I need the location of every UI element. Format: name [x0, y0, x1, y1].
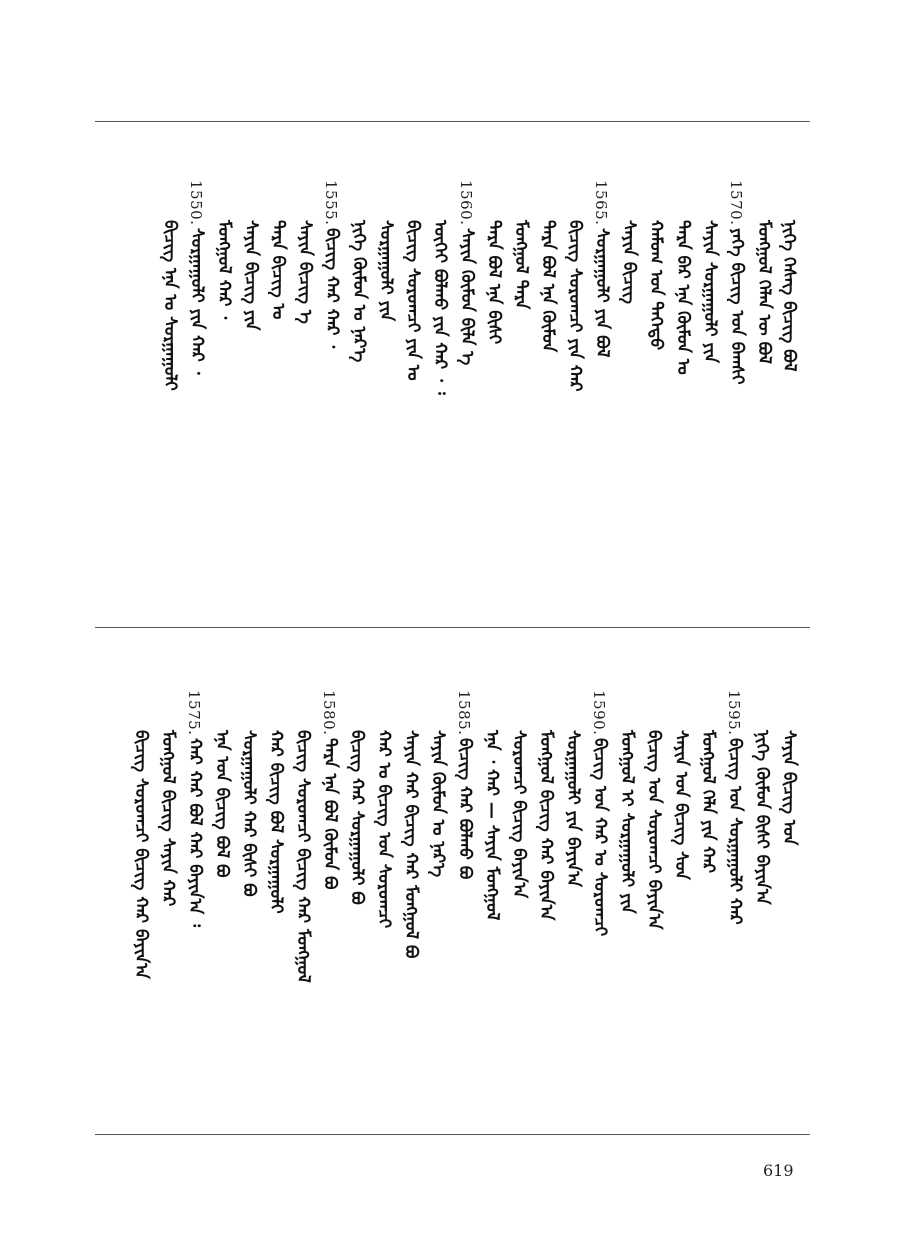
- verse-line: ᠦᠭᠡᠢ ᠪᠣᠯᠬᠤ ᠶᠢᠨ ᠬᠠᠷ ᠂ ᠄: [430, 220, 450, 395]
- verse-line: ᠰᠤᠷᠤᠭᠴᠢ ᠪᠢᠴᠢᠭ ᠪᠠᠶᠢᠨ᠎ᠠ: [509, 730, 529, 899]
- line-number: 1550.: [187, 180, 205, 226]
- verse-line: ᠪᠢᠴᠢᠭ ᠬᠠᠷ ᠪᠣᠯᠬᠤ ᠪᠣ: [455, 738, 475, 880]
- line-number: 1590.: [590, 690, 608, 736]
- verse-line: ᠲᠡᠷᠡ ᠪᠢᠴᠢᠭ ᠤ: [268, 220, 288, 320]
- line-number: 1575.: [185, 690, 203, 736]
- verse-line: ᠪᠢᠴᠢᠭ ᠬᠠᠷ ᠬᠠᠷ ᠂: [322, 228, 342, 349]
- verse-line: ᠰᠠᠶᠢᠨ ᠬᠦᠮᠦᠨ ᠪᠢᠯᠡ ᠡ: [457, 228, 477, 366]
- verse-line: ᠰᠤᠷᠭᠠᠭᠤᠯᠢ ᠶᠢᠨ ᠪᠠᠶᠢᠨ᠎ᠠ: [563, 730, 583, 888]
- verse-line: ᠬᠠᠷ ᠤ ᠪᠢᠴᠢᠭ ᠤᠨ ᠰᠤᠷᠤᠭᠴᠢ: [374, 730, 394, 929]
- line-number: 1585.: [455, 690, 473, 736]
- page-number: 619: [763, 1161, 794, 1180]
- verse-line: ᠲᠡᠷᠡ ᠡᠨᠡ ᠪᠣᠯ ᠬᠦᠮᠦᠨ ᠪᠣ: [320, 738, 340, 890]
- verse-line: ᠪᠢᠴᠢᠭ ᠰᠤᠷᠤᠭᠴᠢ ᠪᠢᠴᠢᠭ ᠬᠠᠷ ᠪᠠᠶᠢᠨ᠎ᠠ: [131, 730, 151, 979]
- verse-line: ᠮᠣᠩᠭᠣᠯ ᠬᠡᠯᠡᠨ ᠦ ᠪᠣᠯ: [754, 220, 774, 364]
- verse-line: ᠨᠢᠭᠡ ᠬᠦᠮᠦᠨ ᠤ ᠨᠡᠷ᠎ᠡ: [349, 220, 369, 363]
- line-number: 1560.: [457, 180, 475, 226]
- verse-line: ᠨᠢᠭᠡ ᠬᠡᠰᠡᠭ ᠪᠢᠴᠢᠭ ᠪᠣᠯ: [779, 220, 799, 372]
- verse-line: ᠡᠨᠡ ᠂ ᠬᠠᠷ — ᠰᠠᠶᠢᠨ ᠮᠣᠩᠭᠣᠯ: [482, 730, 502, 921]
- verse-line: ᠰᠠᠶᠢᠨ ᠪᠢᠴᠢᠭ ᠶᠢᠨ: [241, 220, 261, 331]
- verse-line: ᠡᠨᠡ ᠤᠨ ᠪᠢᠴᠢᠭ ᠪᠣᠯ ᠪᠣ: [212, 730, 232, 878]
- line-number: 1555.: [322, 180, 340, 226]
- verse-line: ᠮᠣᠩᠭᠣᠯ ᠪᠢᠴᠢᠭ ᠬᠠᠷ ᠪᠠᠶᠢᠨ᠎ᠠ: [536, 730, 556, 921]
- verse-line: ᠪᠢᠴᠢᠭ ᠤᠨ ᠬᠠᠷ ᠤ ᠰᠤᠷᠤᠭᠴᠢ: [590, 738, 610, 937]
- verse-line: ᠮᠣᠩᠭᠣᠯ ᠢ ᠰᠤᠷᠭᠠᠭᠤᠯᠢ ᠶᠢᠨ: [617, 730, 637, 914]
- line-number: 1570.: [727, 180, 745, 226]
- verse-line: ᠬᠠᠮᠤᠭ ᠤᠨ ᠳᠡᠭᠡᠳᠦ: [646, 220, 666, 351]
- verse-line: ᠬᠠᠷ ᠬᠠᠷ ᠪᠣᠯ ᠬᠠᠷ ᠪᠠᠶᠢᠨ᠎ᠠ ᠄: [185, 738, 205, 928]
- bottom-rule: [95, 1134, 810, 1135]
- verse-line: ᠰᠤᠷᠭᠠᠭᠤᠯᠢ ᠶᠢᠨ ᠪᠣᠯ: [592, 228, 612, 358]
- verse-line: ᠲᠡᠷᠡ ᠪᠣᠯ ᠡᠨᠡ ᠬᠦᠮᠦᠨ: [538, 220, 558, 353]
- verse-line: ᠲᠡᠷᠡ ᠪᠡᠷ ᠡᠨᠡ ᠬᠦᠮᠦᠨ ᠤ: [673, 220, 693, 375]
- bottom-text-panel: [95, 690, 810, 1130]
- verse-line: ᠪᠢᠴᠢᠭ ᠡᠨᠡ ᠤ ᠰᠤᠷᠭᠠᠭᠤᠯᠢ: [160, 220, 180, 391]
- line-number: 1595.: [725, 690, 743, 736]
- middle-rule: [95, 627, 810, 628]
- verse-line: ᠰᠠᠶᠢᠨ ᠪᠢᠴᠢᠭ ᠤᠨ: [779, 730, 799, 846]
- verse-line: ᠮᠣᠩᠭᠣᠯ ᠲᠡᠷᠡ: [511, 220, 531, 310]
- verse-line: ᠪᠢᠴᠢᠭ ᠰᠤᠷᠤᠭᠴᠢ ᠶᠢᠨ ᠤ: [403, 220, 423, 381]
- verse-line: ᠰᠠᠶᠢᠨ ᠬᠠᠷ ᠪᠢᠴᠢᠭ ᠬᠠᠷ ᠮᠣᠩᠭᠣᠯ ᠪᠣ: [401, 730, 421, 959]
- verse-line: ᠪᠢᠴᠢᠭ ᠤᠨ ᠰᠤᠷᠭᠠᠭᠤᠯᠢ ᠬᠠᠷ: [725, 738, 745, 925]
- verse-line: ᠪᠢᠴᠢᠭ ᠬᠠᠷ ᠰᠤᠷᠭᠠᠭᠤᠯᠢ ᠪᠣ: [347, 730, 367, 905]
- verse-line: ᠰᠤᠷᠭᠠᠭᠤᠯᠢ ᠬᠠᠷ ᠪᠢᠰᠢ ᠪᠣ: [239, 730, 259, 897]
- verse-line: ᠶᠡᠬᠡ ᠪᠢᠴᠢᠭ ᠤᠨ ᠪᠠᠭᠰᠢ: [727, 228, 747, 385]
- verse-line: ᠮᠣᠩᠭᠣᠯ ᠬᠡᠯᠡ ᠶᠢᠨ ᠬᠠᠷ: [698, 730, 718, 874]
- verse-line: ᠨᠢᠭᠡ ᠬᠦᠮᠦᠨ ᠪᠢᠰᠢ ᠪᠠᠶᠢᠨ᠎ᠠ: [752, 730, 772, 905]
- verse-line: ᠬᠠᠷ ᠪᠢᠴᠢᠭ ᠪᠣᠯ ᠰᠤᠷᠭᠠᠭᠤᠯᠢ: [266, 730, 286, 914]
- verse-line: ᠰᠠᠶᠢᠨ ᠪᠢᠴᠢᠭ ᠡ: [295, 220, 315, 324]
- verse-line: ᠰᠠᠶᠢᠨ ᠪᠢᠴᠢᠭ: [619, 220, 639, 304]
- verse-line: ᠰᠠᠶᠢᠨ ᠤᠨ ᠪᠢᠴᠢᠭ ᠰᠣᠨ: [671, 730, 691, 880]
- verse-line: ᠮᠣᠩᠭᠣᠯ ᠬᠠᠷ ᠂: [214, 220, 234, 320]
- verse-line: ᠪᠢᠴᠢᠭ ᠰᠤᠷᠤᠭᠴᠢ ᠪᠢᠴᠢᠭ ᠬᠠᠷ ᠮᠣᠩᠭᠣᠯ: [293, 730, 313, 983]
- verse-line: ᠰᠤᠷᠭᠠᠭᠤᠯᠢ ᠶᠢᠨ: [376, 220, 396, 322]
- verse-line: ᠰᠤᠷᠭᠠᠭᠤᠯᠢ ᠶᠢᠨ ᠬᠠᠷ ᠂: [187, 228, 207, 375]
- top-text-panel: [95, 180, 810, 620]
- verse-line: ᠰᠠᠶᠢᠨ ᠬᠦᠮᠦᠨ ᠤ ᠨᠡᠷ᠎ᠡ: [428, 730, 448, 878]
- verse-line: ᠲᠡᠷᠡ ᠪᠣᠯ ᠡᠨᠡ ᠪᠢᠰᠢ: [484, 220, 504, 345]
- line-number: 1580.: [320, 690, 338, 736]
- line-number: 1565.: [592, 180, 610, 226]
- verse-line: ᠪᠢᠴᠢᠭ ᠰᠤᠷᠤᠭᠴᠢ ᠶᠢᠨ ᠬᠠᠷ: [565, 220, 585, 392]
- verse-line: ᠪᠢᠴᠢᠭ ᠤᠨ ᠰᠤᠷᠤᠭᠴᠢ ᠪᠠᠶᠢᠨ᠎ᠠ: [644, 730, 664, 930]
- verse-line: ᠮᠣᠩᠭᠣᠯ ᠪᠢᠴᠢᠭ ᠰᠠᠶᠢᠨ ᠬᠠᠷ: [158, 730, 178, 907]
- verse-line: ᠰᠠᠶᠢᠨ ᠰᠤᠷᠭᠠᠭᠤᠯᠢ ᠶᠢᠨ: [700, 220, 720, 364]
- top-rule: [95, 121, 810, 122]
